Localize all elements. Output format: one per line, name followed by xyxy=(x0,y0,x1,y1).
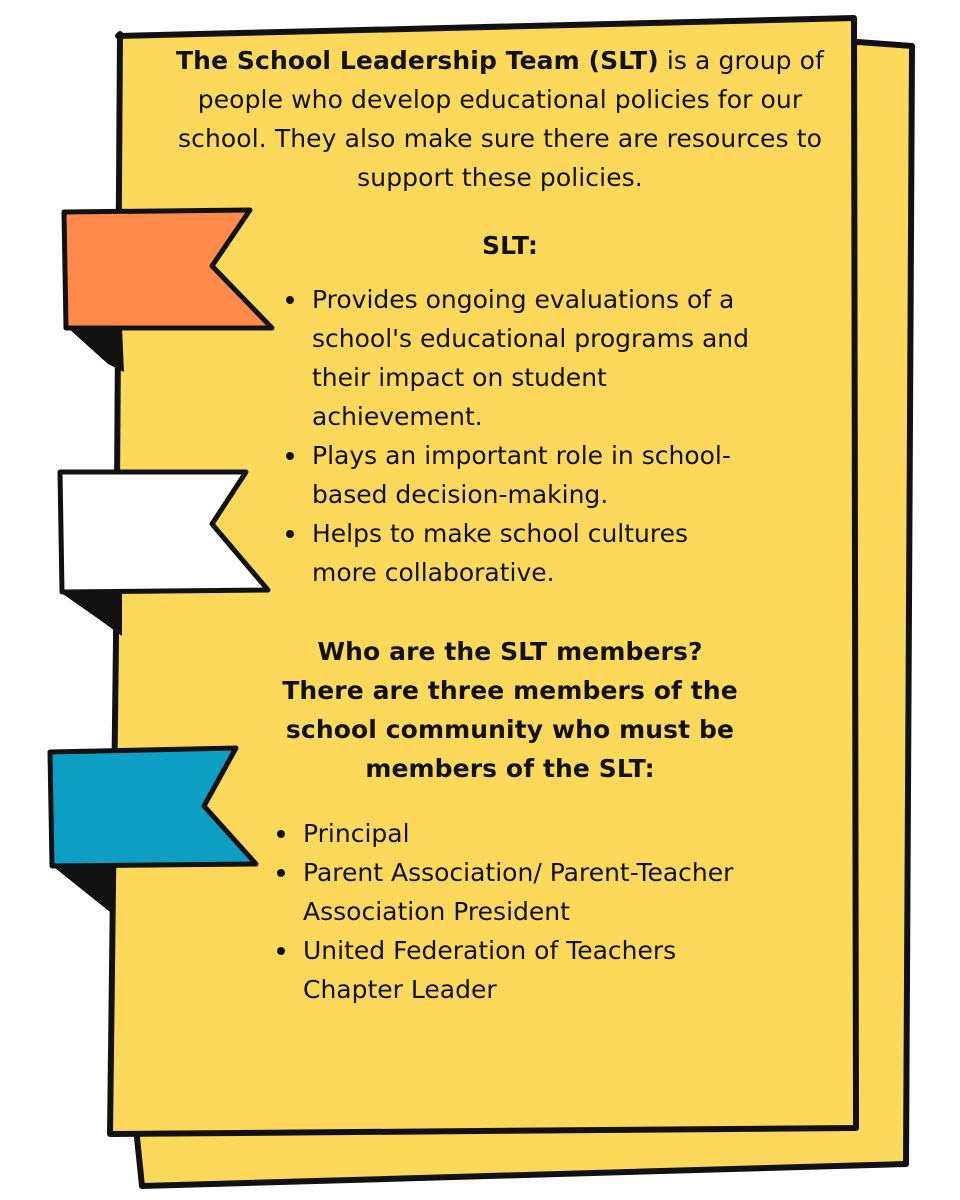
list-item: Plays an important role in school-based decision-making. xyxy=(285,436,755,514)
ribbon-orange-fold xyxy=(68,328,124,372)
list-item: United Federation of Teachers Chapter Leader xyxy=(276,931,756,1009)
intro-paragraph xyxy=(170,41,830,197)
ribbon-white-fold xyxy=(60,592,122,636)
list-item: Helps to make school cultures more collaborative. xyxy=(285,514,755,592)
intro-description: is a group of people who develop educational policies for our school. They also make sure there are resources to support these policies. xyxy=(178,46,824,192)
slt-duties-list xyxy=(285,280,755,592)
members-heading xyxy=(270,632,750,788)
ribbon-blue-fold xyxy=(50,864,112,912)
members-statement: There are three members of the school community who must be members of the SLT: xyxy=(282,676,738,783)
list-item: Parent Association/ Parent-Teacher Association President xyxy=(276,853,756,931)
list-item: Provides ongoing evaluations of a school's educational programs and their impact on student achievement. xyxy=(285,280,755,436)
intro-bold-term: The School Leadership Team (SLT) xyxy=(176,46,659,75)
list-item: Principal xyxy=(276,814,756,853)
slt-members-list xyxy=(276,814,756,1009)
slt-heading: SLT: xyxy=(482,231,538,260)
members-question: Who are the SLT members? xyxy=(317,637,703,666)
